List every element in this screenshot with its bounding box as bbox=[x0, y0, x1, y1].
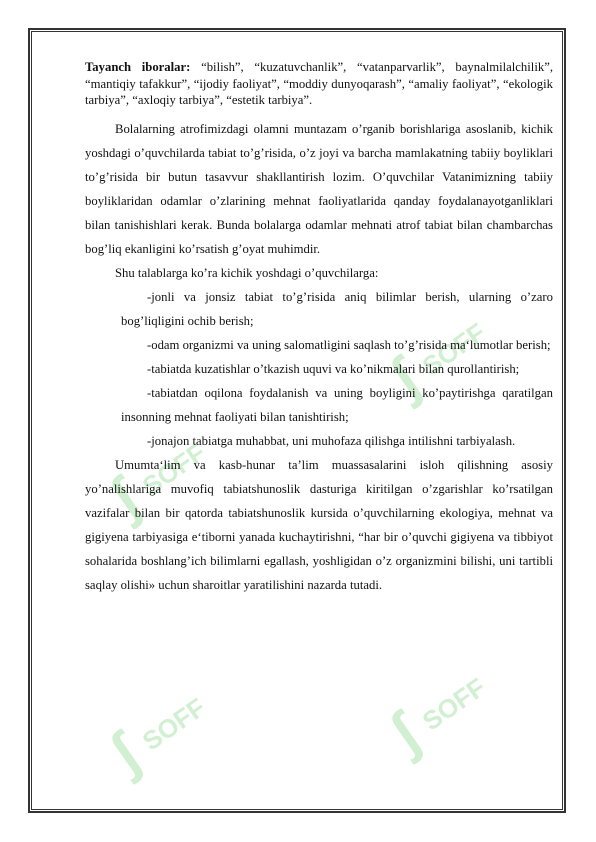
svg-text:ʃ: ʃ bbox=[98, 721, 152, 786]
list-item: -tabiatdan oqilona foydalanish va uning boyligini ko’paytirishga qaratilgan insonning mehnat faoliyati bilan tanishtirish; bbox=[121, 385, 553, 424]
svg-text:SOFF: SOFF bbox=[136, 437, 211, 502]
keywords-label: Tayanch iboralar: bbox=[85, 60, 191, 74]
svg-text:ʃ: ʃ bbox=[378, 346, 432, 411]
list-item: -odam organizmi va uning salomatligini saqlash to’g’risida ma‘lumotlar berish; bbox=[147, 337, 551, 352]
keywords-text: “bilish”, “kuzatuvchanlik”, “vatanparvarlik”, baynalmilalchilik”, “mantiqiy tafakkur”, “ijodiy faoliyat”, “moddiy dunyoqarash”, “amaliy faoliyat”, “ekologik tarbiya”, “axloqiy tarbiya”, “estetik tarbiya”. bbox=[85, 60, 554, 107]
lead-paragraph: Shu talablarga ko’ra kichik yoshdagi o’quvchilarga: bbox=[115, 265, 379, 280]
document-body bbox=[85, 59, 553, 597]
closing-paragraph: Umumta‘lim va kasb-hunar ta’lim muassasalarini isloh qilishning asosiy yo’nalishlariga muvofiq tabiatshunoslik dasturiga kiritilgan o’zgarishlar ko’rsatilgan vazifalar bilan bir qatorda tabiatshunoslik kursida o’quvchilarning ekologiya, mehnat va gigiyena tarbiyasiga e‘tiborni yanada kuchaytirishni, “har bir o’quvchi gigiyena va tibbiyot sohalarida boshlang’ich bilimlarni egallash, yoshligidan o’z organizmini bilishi, uni tartibli saqlay olishi» uchun sharoitlar yaratilishini nazarda tutadi. bbox=[85, 457, 553, 592]
intro-paragraph: Bolalarning atrofimizdagi olamni muntazam o’rganib borishlariga asoslanib, kichik yoshdagi o’quvchilarda tabiat to’g’risida, o’z joyi va barcha mamlakatning tabiiy boyliklari to’g’risida bir butun tasavvur shakllantirish lozim. O’quvchilar Vatanimizning tabiiy boyliklaridan odamlar o’zlarining mehnat faoliyatlarida qanday foydalanayotganliklari bilan tanishishlari kerak. Bunda bolalarga odamlar mehnati atrof tabiat bilan chambarchas bog’liq ekanligini ko’rsatish g’oyat muhimdir. bbox=[85, 121, 553, 256]
list-item: -tabiatda kuzatishlar o’tkazish uquvi va ko’nikmalari bilan qurollantirish; bbox=[147, 361, 520, 376]
keywords-block bbox=[85, 59, 553, 109]
svg-text:ʃ: ʃ bbox=[378, 701, 432, 766]
svg-text:ʃ: ʃ bbox=[98, 466, 152, 531]
svg-text:SOFF: SOFF bbox=[136, 692, 211, 757]
svg-text:SOFF: SOFF bbox=[416, 317, 491, 382]
list-item: -jonajon tabiatga muhabbat, uni muhofaza qilishga intilishni tarbiyalash. bbox=[147, 433, 516, 448]
svg-text:SOFF: SOFF bbox=[416, 672, 491, 737]
list-item: -jonli va jonsiz tabiat to’g’risida aniq bilimlar berish, ularning o’zaro bog’liqligini ochib berish; bbox=[121, 289, 553, 328]
